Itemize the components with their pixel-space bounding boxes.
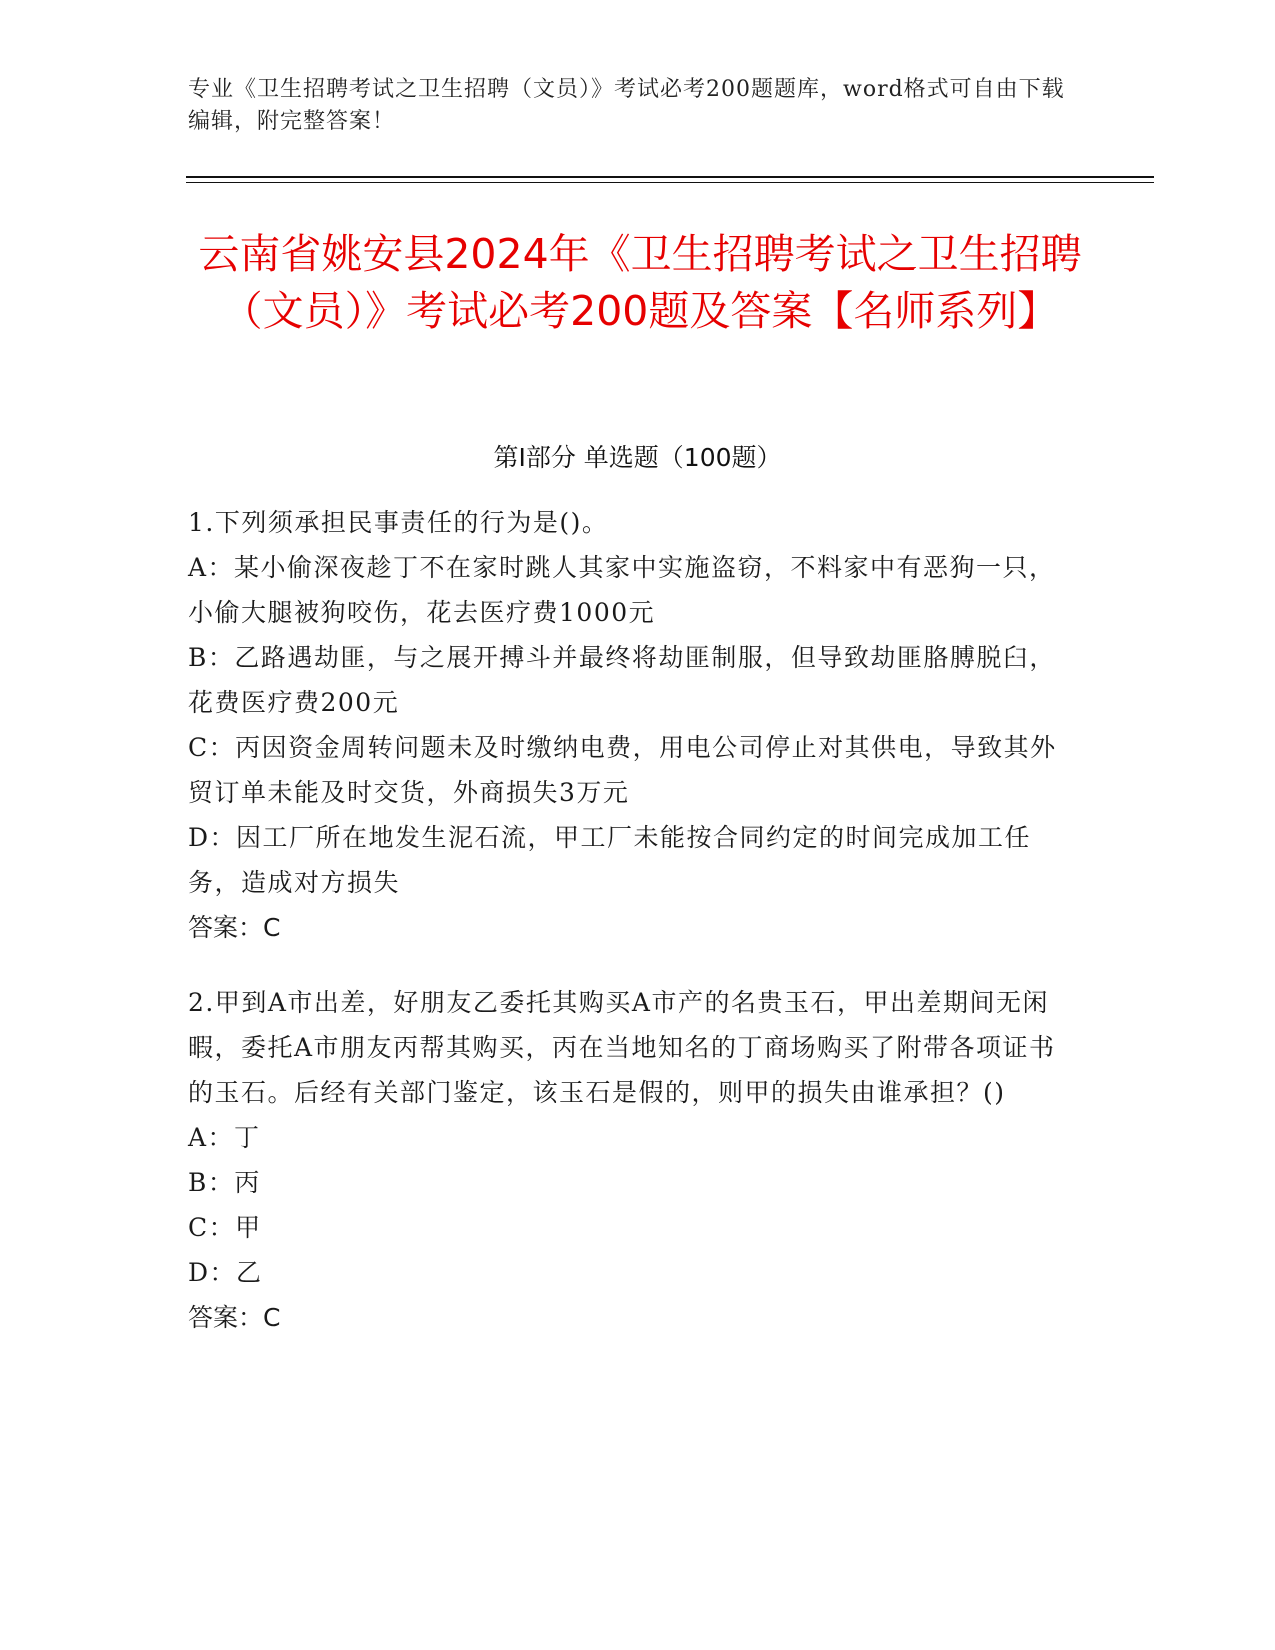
section-heading: 第Ⅰ部分 单选题（100题） xyxy=(493,443,782,472)
option-d: D：因工厂所在地发生泥石流，甲工厂未能按合同约定的时间完成加工任务，造成对方损失 xyxy=(188,823,1032,897)
answer-label: 答案：C xyxy=(188,913,281,942)
question-stem: 2.甲到A市出差，好朋友乙委托其购买A市产的名贵玉石，甲出差期间无闲暇，委托A市朋友丙帮其购买，丙在当地知名的丁商场购买了附带各项证书的玉石。后经有关部门鉴定，该玉石是假的，则甲的损失由谁承担？() xyxy=(188,988,1056,1107)
document-title: 云南省姚安县2024年《卫生招聘考试之卫生招聘（文员）》考试必考200题及答案【名师系列】 xyxy=(198,230,1082,335)
option-c: C：丙因资金周转问题未及时缴纳电费，用电公司停止对其供电，导致其外贸订单未能及时交货，外商损失3万元 xyxy=(188,733,1057,807)
option-a: A：丁 xyxy=(188,1123,261,1152)
option-a: A：某小偷深夜趁丁不在家时跳人其家中实施盗窃，不料家中有恶狗一只，小偷大腿被狗咬伤，花去医疗费1000元 xyxy=(188,553,1056,627)
option-c: C：甲 xyxy=(188,1213,262,1242)
option-b: B：丙 xyxy=(188,1168,261,1197)
option-b: B：乙路遇劫匪，与之展开搏斗并最终将劫匪制服，但导致劫匪胳膊脱臼，花费医疗费200元 xyxy=(188,643,1056,717)
header-divider-thick xyxy=(186,176,1154,178)
header-divider-thin xyxy=(186,182,1154,183)
question-2 xyxy=(188,980,1068,1340)
option-d: D：乙 xyxy=(188,1258,263,1287)
answer-label: 答案：C xyxy=(188,1303,281,1332)
question-1 xyxy=(188,500,1068,950)
header-note: 专业《卫生招聘考试之卫生招聘（文员）》考试必考200题题库，word格式可自由下载编辑，附完整答案！ xyxy=(188,77,1065,134)
question-stem: 1.下列须承担民事责任的行为是()。 xyxy=(188,508,609,537)
